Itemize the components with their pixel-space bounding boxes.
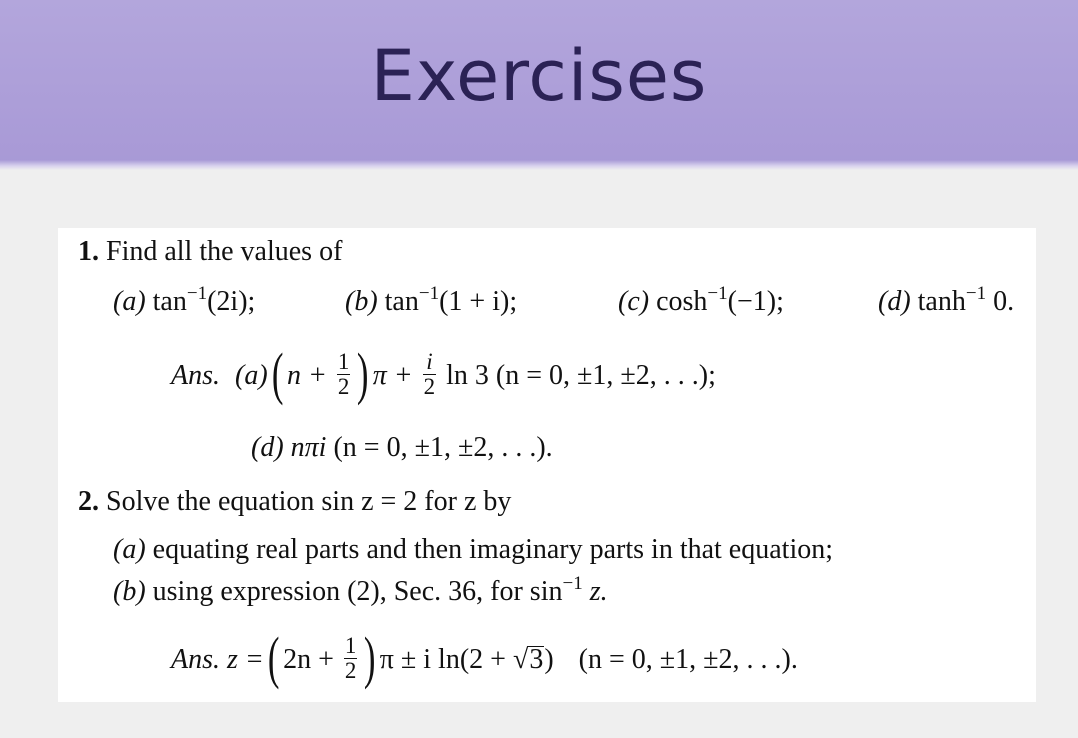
part-c-exp: −1: [707, 283, 728, 304]
slide-title: Exercises: [370, 35, 708, 117]
part-c-fn: cosh: [656, 286, 708, 317]
ex2-part-a-label: (a): [113, 534, 146, 565]
answer-2-range: (n = 0, ±1, ±2, . . .).: [578, 644, 798, 675]
part-b-label: (b): [345, 286, 378, 317]
answer-1-d-label: (d): [251, 432, 284, 463]
exercise-1-answer-a: [171, 340, 716, 406]
exercise-panel: [58, 228, 1036, 702]
exercise-1-part-d: [878, 283, 1015, 321]
exercise-1-answer-d: [251, 432, 553, 464]
fraction-denominator: 2: [337, 374, 350, 400]
right-paren: ): [364, 624, 376, 690]
right-paren: ): [357, 340, 369, 406]
sqrt-radicand: 3: [529, 644, 544, 675]
part-d-arg: 0.: [993, 286, 1015, 317]
exercise-2-part-b: [113, 573, 608, 611]
exercise-1-part-c: [618, 283, 784, 321]
i-half-fraction: [423, 350, 437, 399]
fraction-denominator: 2: [344, 658, 357, 684]
answer-1-d-tail: (n = 0, ±1, ±2, . . .).: [333, 432, 553, 463]
part-c-arg: (−1);: [727, 286, 784, 317]
half-fraction: [337, 350, 351, 399]
ex2-part-b-exp: −1: [562, 573, 583, 594]
fraction-numerator: 1: [337, 349, 350, 375]
exercise-1-prompt: Find all the values of: [106, 236, 343, 267]
part-b-exp: −1: [418, 283, 440, 304]
part-d-label: (d): [878, 286, 911, 317]
part-a-exp: −1: [186, 283, 208, 304]
answer-1-d-expr: nπi: [290, 432, 327, 463]
answer-1-a-tail: ln 3 (n = 0, ±1, ±2, . . .);: [446, 360, 716, 391]
exercise-1-number: 1.: [78, 236, 99, 267]
ex2-part-b-tail: z.: [589, 576, 608, 607]
ex2-part-b-label: (b): [113, 576, 146, 607]
answer-2-lhs: z =: [227, 644, 264, 675]
part-a-label: (a): [113, 286, 146, 317]
fraction-numerator: i: [426, 349, 433, 375]
answer-2-tail: ): [544, 644, 554, 675]
exercise-2-part-a: [113, 534, 833, 566]
exercise-1-prompt-line: [78, 236, 342, 268]
half-fraction: [344, 634, 358, 683]
part-c-label: (c): [618, 286, 650, 317]
answer-2-n: 2n +: [283, 644, 334, 675]
banner-edge: [0, 160, 1078, 170]
part-d-exp: −1: [965, 283, 987, 304]
part-a-arg: (2i);: [207, 286, 256, 317]
sqrt-sign: √: [512, 644, 529, 675]
part-a-fn: tan: [152, 286, 187, 317]
exercise-1-part-a: [113, 283, 256, 321]
fraction-denominator: 2: [423, 374, 436, 400]
fraction-numerator: 1: [344, 633, 357, 659]
exercise-1-part-b: [345, 283, 518, 321]
answer-1-a-label: (a): [235, 360, 268, 391]
part-d-fn: tanh: [917, 286, 966, 317]
left-paren: (: [271, 340, 284, 406]
ex2-part-a-text: equating real parts and then imaginary parts in that equation;: [152, 534, 833, 565]
answer-2-mid: π ± i ln(2 +: [379, 644, 506, 675]
exercise-2-answer: [171, 624, 798, 690]
ex2-part-b-text: using expression (2), Sec. 36, for sin: [152, 576, 563, 607]
exercise-2-prompt: Solve the equation sin z = 2 for z by: [106, 486, 512, 517]
exercise-2-prompt-line: [78, 486, 511, 518]
exercise-2-number: 2.: [78, 486, 99, 517]
answer-1-a-mid: π +: [372, 360, 413, 391]
part-b-arg: (1 + i);: [439, 286, 518, 317]
answer-2-label: Ans.: [171, 644, 220, 675]
part-b-fn: tan: [384, 286, 419, 317]
left-paren: (: [267, 624, 280, 690]
answer-1-label: Ans.: [171, 360, 220, 391]
answer-1-a-n: n +: [286, 360, 327, 391]
